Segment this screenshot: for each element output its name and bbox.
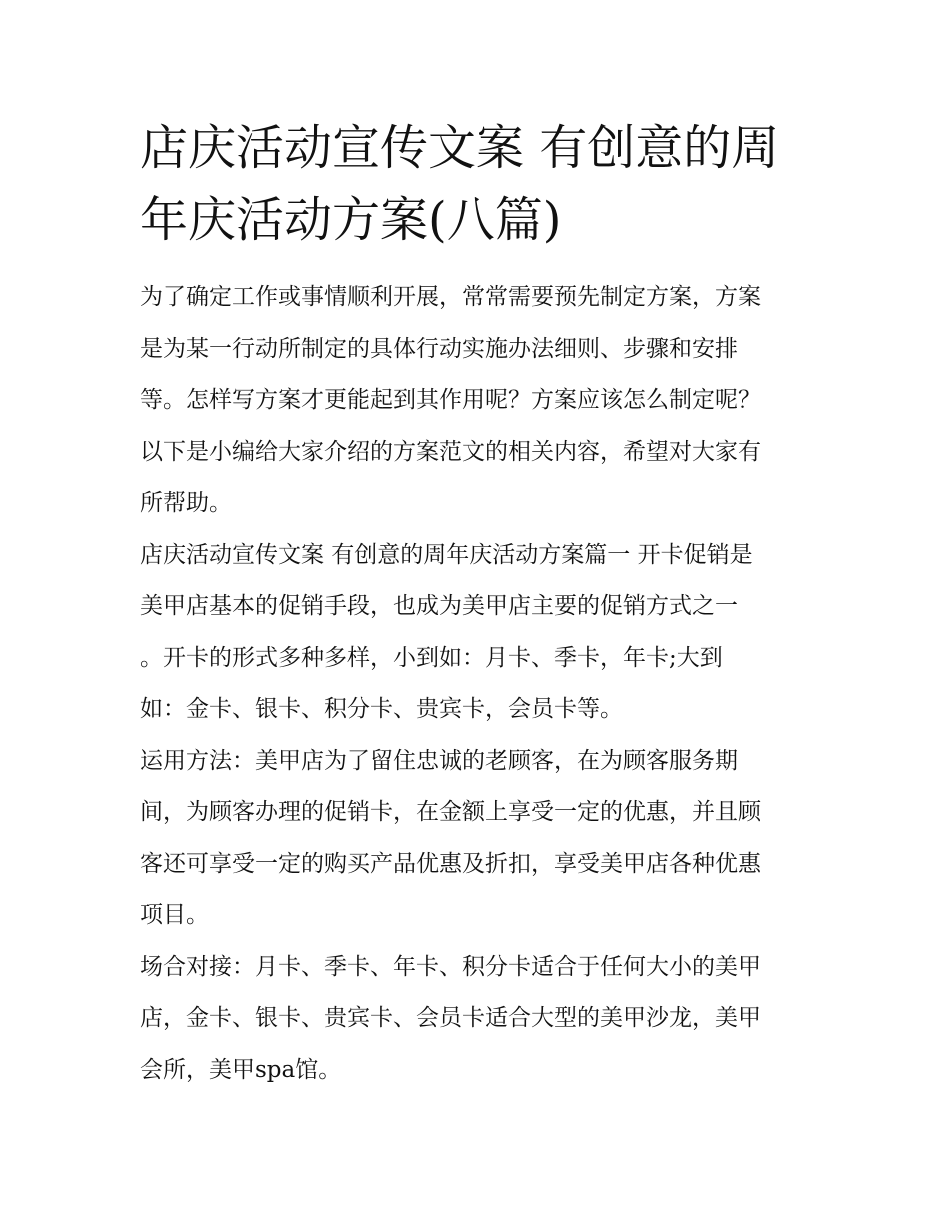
text-line: 场合对接：月卡、季卡、年卡、积分卡适合于任何大小的美甲 bbox=[140, 953, 761, 980]
paragraph-card-promotion bbox=[140, 530, 830, 736]
paragraph-intro bbox=[140, 272, 830, 530]
text-line: 间，为顾客办理的促销卡，在金额上享受一定的优惠，并且顾 bbox=[140, 799, 761, 825]
text-line: 店，金卡、银卡、贵宾卡、会员卡适合大型的美甲沙龙，美甲 bbox=[140, 1005, 761, 1031]
document-title bbox=[140, 112, 830, 256]
text-line: 会所，美甲spa馆。 bbox=[140, 1056, 342, 1083]
paragraph-usage-method bbox=[140, 736, 830, 942]
text-line: 项目。 bbox=[140, 902, 209, 928]
text-line: 所帮助。 bbox=[140, 490, 232, 516]
text-line: 店庆活动宣传文案 有创意的周年庆活动方案篇一 开卡促销是 bbox=[140, 541, 753, 568]
text-line: 如：金卡、银卡、积分卡、贵宾卡，会员卡等。 bbox=[140, 696, 623, 722]
title-line: 年庆活动方案(八篇) bbox=[140, 192, 562, 248]
paragraph-venue-matching bbox=[140, 942, 830, 1097]
document-body bbox=[140, 272, 830, 1096]
text-line: 客还可享受一定的购买产品优惠及折扣，享受美甲店各种优惠 bbox=[140, 850, 761, 877]
text-line: 以下是小编给大家介绍的方案范文的相关内容，希望对大家有 bbox=[140, 438, 761, 465]
text-line: 等。怎样写方案才更能起到其作用呢？方案应该怎么制定呢？ bbox=[140, 387, 761, 413]
text-line: 是为某一行动所制定的具体行动实施办法细则、步骤和安排 bbox=[140, 335, 738, 362]
text-line: 。开卡的形式多种多样，小到如：月卡、季卡，年卡;大到 bbox=[140, 644, 723, 671]
text-line: 为了确定工作或事情顺利开展，常常需要预先制定方案，方案 bbox=[140, 284, 761, 310]
text-line: 运用方法：美甲店为了留住忠诚的老顾客，在为顾客服务期 bbox=[140, 747, 738, 774]
text-line: 美甲店基本的促销手段，也成为美甲店主要的促销方式之一 bbox=[140, 593, 738, 619]
title-line: 店庆活动宣传文案 有创意的周 bbox=[140, 120, 780, 176]
